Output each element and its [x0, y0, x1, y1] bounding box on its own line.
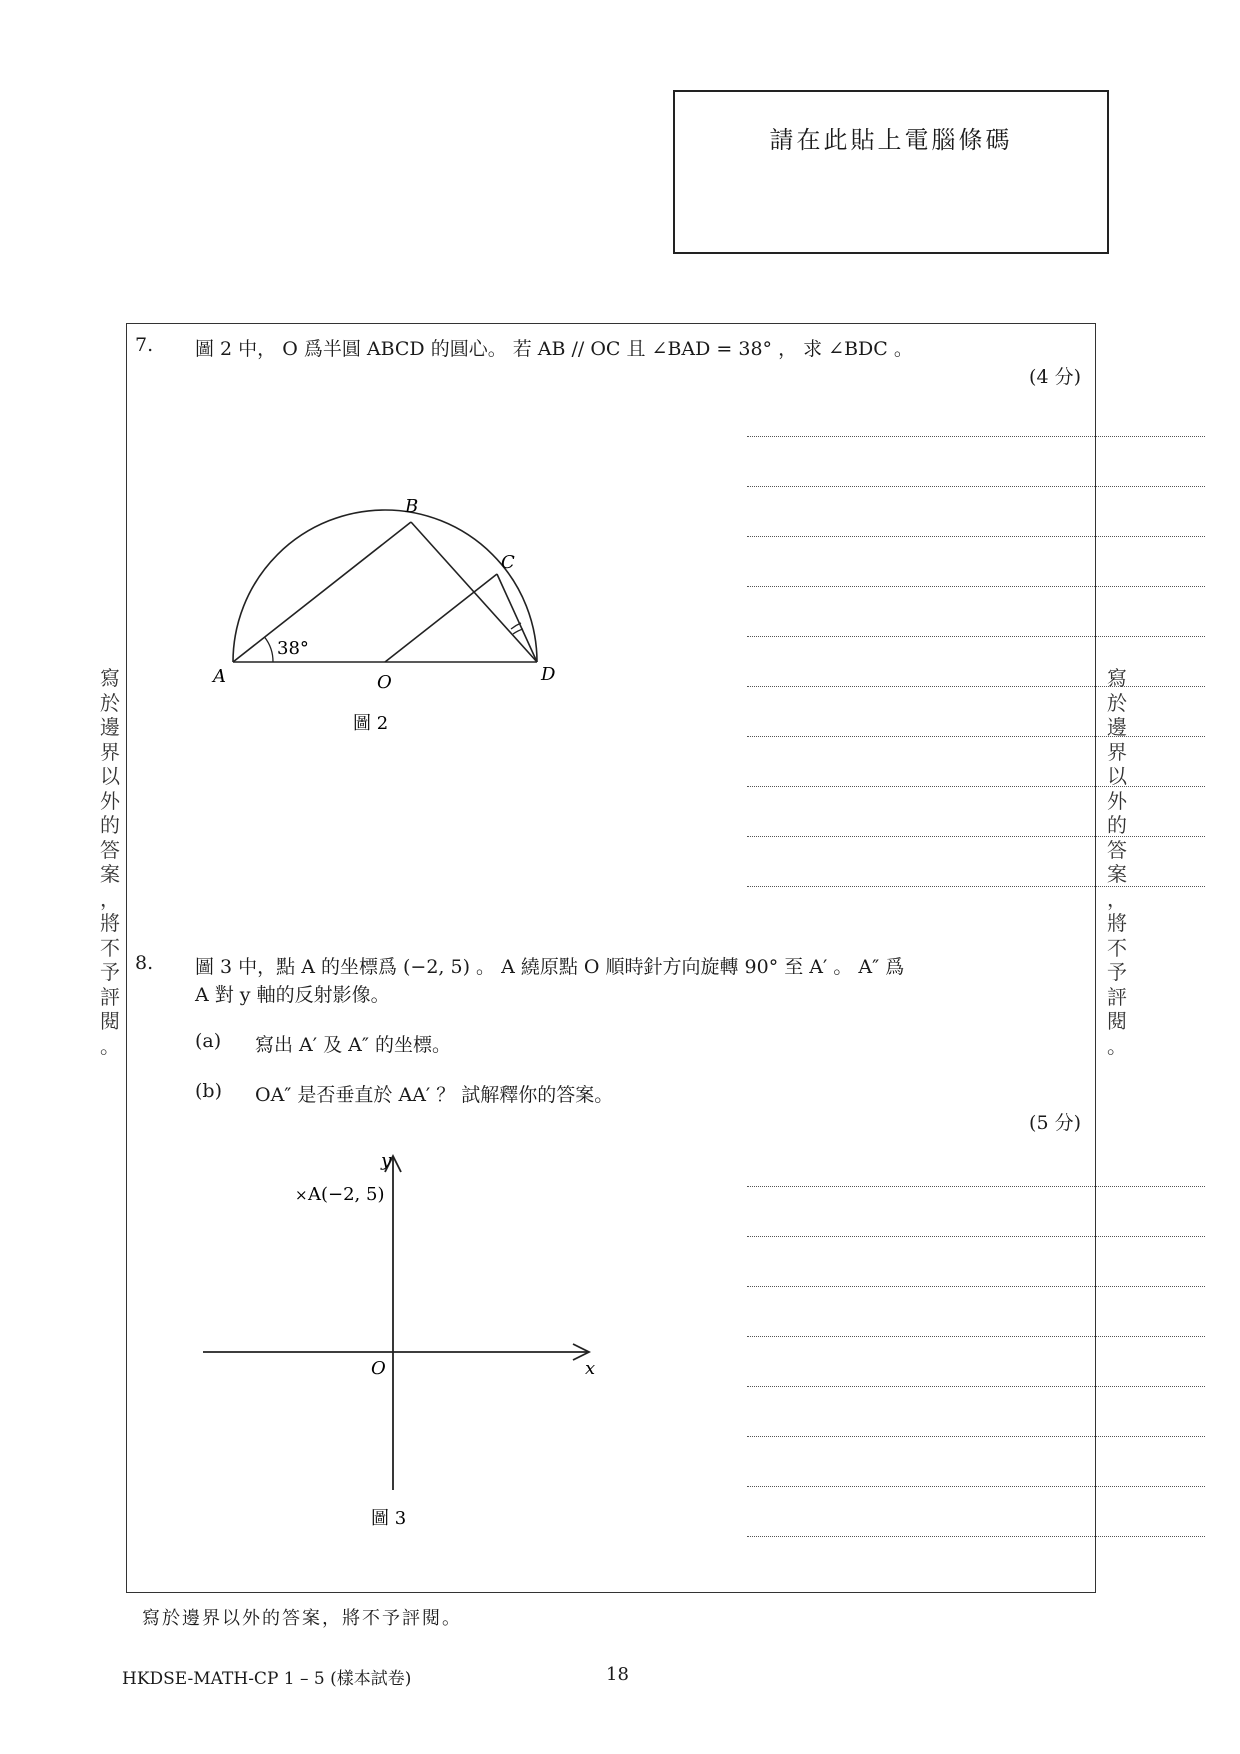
point-label-d: D — [541, 664, 556, 685]
angle-arc-d — [513, 629, 523, 634]
side-note-char: 界 — [100, 739, 120, 764]
paper-code: HKDSE-MATH-CP 1 – 5 (樣本試卷) — [122, 1669, 412, 1689]
answer-line[interactable] — [747, 1336, 1205, 1337]
answer-line[interactable] — [747, 1186, 1205, 1187]
answer-frame — [126, 323, 1096, 1593]
side-note-char: 於 — [1107, 690, 1127, 715]
barcode-label: 請在此貼上電腦條碼 — [769, 126, 1013, 154]
side-note-char: 界 — [1107, 739, 1127, 764]
side-note-char: 閱 — [100, 1009, 120, 1033]
angle-label-38: 38° — [277, 638, 309, 659]
answer-line[interactable] — [747, 1536, 1205, 1537]
point-a-label: A(−2, 5) — [308, 1184, 385, 1205]
side-note-char: 評 — [1107, 984, 1127, 1009]
figure-2-caption: 圖 2 — [353, 713, 389, 734]
side-note-char: 的 — [1107, 813, 1127, 837]
side-note-char: 邊 — [1107, 715, 1127, 739]
q8-text-line1: 圖 3 中，點 A 的坐標爲 (−2, 5) 。 A 繞原點 O 順時針方向旋轉 90° 至 A′ 。 A″ 爲 — [195, 956, 905, 978]
answer-line[interactable] — [747, 586, 1205, 587]
side-note-char: 外 — [1107, 788, 1127, 813]
q7-number: 7. — [135, 334, 154, 356]
origin-label: O — [371, 1358, 386, 1379]
side-note-char: 將 — [1107, 911, 1127, 935]
figure-3-caption: 圖 3 — [371, 1508, 407, 1529]
answer-line[interactable] — [747, 786, 1205, 787]
chord-ab — [233, 522, 411, 662]
x-axis-label: x — [585, 1358, 596, 1379]
side-note-char: 將 — [100, 911, 120, 935]
side-note-char: 邊 — [100, 715, 120, 739]
answer-line[interactable] — [747, 436, 1205, 437]
bottom-note: 寫於邊界以外的答案，將不予評閱。 — [142, 1608, 462, 1629]
point-label-o: O — [377, 672, 392, 693]
answer-line[interactable] — [747, 736, 1205, 737]
answer-line[interactable] — [747, 1436, 1205, 1437]
barcode-box — [673, 90, 1109, 254]
q8-part-b-text: OA″ 是否垂直於 AA′ ？ 試解釋你的答案。 — [255, 1084, 614, 1106]
point-label-c: C — [501, 552, 515, 573]
point-label-b: B — [405, 496, 419, 517]
side-note-char: 閱 — [1107, 1009, 1127, 1033]
q7-text: 圖 2 中， O 爲半圓 ABCD 的圓心。 若 AB // OC 且 ∠BAD = 38° ， 求 ∠BDC 。 — [195, 338, 913, 360]
side-note-char: ， — [100, 886, 120, 911]
side-note-char: ， — [1107, 886, 1127, 911]
answer-line[interactable] — [747, 636, 1205, 637]
segment-oc — [385, 574, 497, 662]
side-note-char: 寫 — [1107, 666, 1127, 690]
point-label-a: A — [213, 666, 226, 687]
side-note-char: 評 — [100, 984, 120, 1009]
q7-marks: (4 分) — [1029, 366, 1081, 388]
answer-line[interactable] — [747, 836, 1205, 837]
q8-part-a-text: 寫出 A′ 及 A″ 的坐標。 — [255, 1034, 452, 1056]
angle-arc-a — [265, 637, 274, 662]
side-note-char: 予 — [100, 960, 120, 984]
answer-line[interactable] — [747, 1386, 1205, 1387]
answer-line[interactable] — [747, 1236, 1205, 1237]
side-note-char: 。 — [100, 1033, 120, 1058]
side-note-char: 於 — [100, 690, 120, 715]
figure-2-semicircle — [207, 484, 667, 754]
side-note-char: 以 — [1107, 764, 1127, 788]
figure-3-axes — [187, 1142, 667, 1582]
side-note-char: 外 — [100, 788, 120, 813]
q8-number: 8. — [135, 952, 154, 974]
angle-arc-d2 — [511, 623, 521, 629]
side-note-char: 的 — [100, 813, 120, 837]
answer-line[interactable] — [747, 486, 1205, 487]
side-note-char: 答 — [100, 837, 120, 862]
answer-line[interactable] — [747, 886, 1205, 887]
q8-marks: (5 分) — [1029, 1112, 1081, 1134]
answer-line[interactable] — [747, 1286, 1205, 1287]
side-note-char: 不 — [100, 935, 120, 960]
answer-line[interactable] — [747, 1486, 1205, 1487]
side-note-char: 案 — [1107, 862, 1127, 886]
q8-text-line2: A 對 y 軸的反射影像。 — [195, 984, 390, 1006]
side-note-char: 寫 — [100, 666, 120, 690]
side-note-char: 。 — [1107, 1033, 1127, 1058]
side-note-char: 不 — [1107, 935, 1127, 960]
page-number: 18 — [606, 1664, 629, 1685]
q8-part-a-label: (a) — [195, 1030, 222, 1052]
side-note-char: 案 — [100, 862, 120, 886]
point-a-marker: × — [295, 1186, 308, 1204]
side-note-char: 予 — [1107, 960, 1127, 984]
side-note-char: 答 — [1107, 837, 1127, 862]
side-note-right — [1103, 666, 1131, 1058]
side-note-left — [96, 666, 124, 1058]
answer-line[interactable] — [747, 686, 1205, 687]
side-note-char: 以 — [100, 764, 120, 788]
q8-part-b-label: (b) — [195, 1080, 222, 1102]
answer-line[interactable] — [747, 536, 1205, 537]
y-axis-label: y — [381, 1150, 392, 1171]
